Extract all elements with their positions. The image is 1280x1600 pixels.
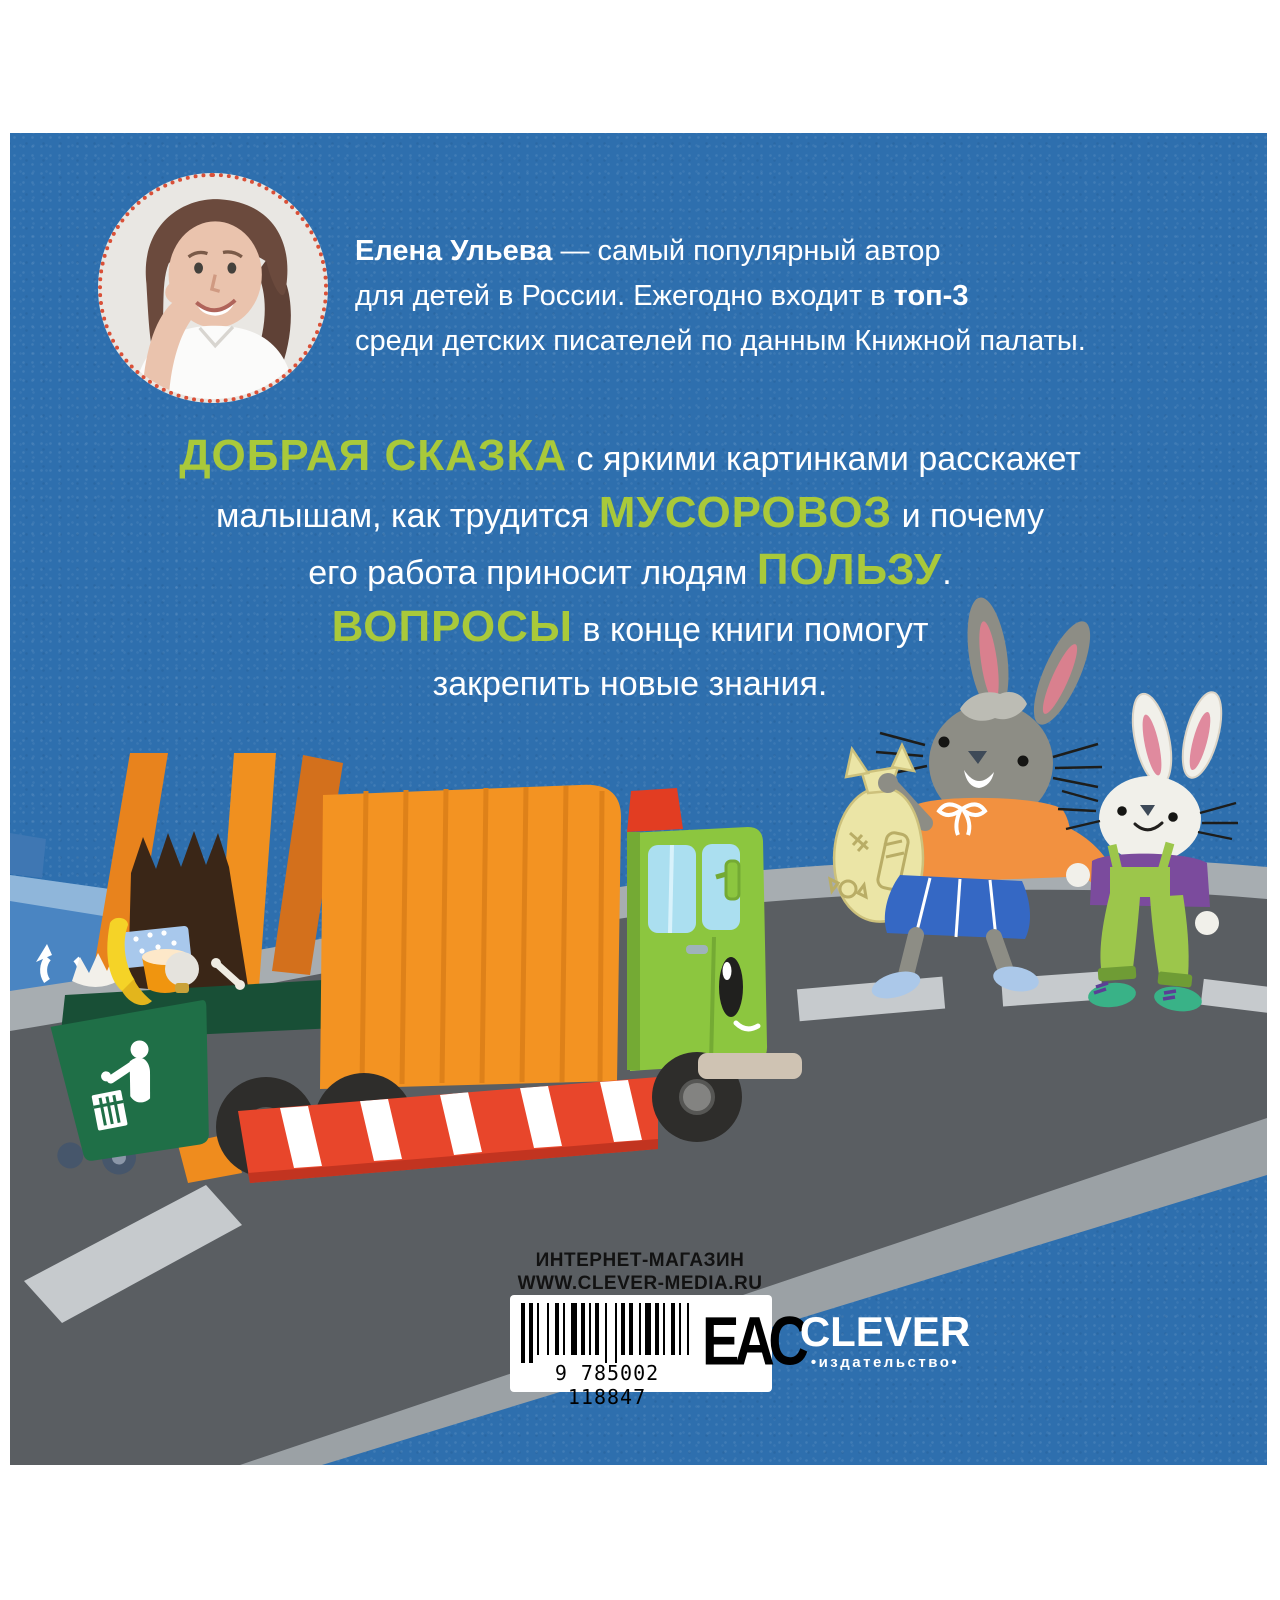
blue-skirt bbox=[885, 875, 1030, 939]
author-description bbox=[355, 229, 1195, 364]
author-portrait bbox=[102, 177, 324, 399]
isbn-number: 9 785002 118847 bbox=[554, 1361, 660, 1409]
publisher-logo bbox=[790, 1308, 980, 1371]
truck-body bbox=[320, 785, 621, 1089]
author-photo bbox=[98, 173, 328, 403]
blurb-line-4: ВОПРОСЫ в конце книги помогут bbox=[331, 602, 929, 651]
author-name: Елена Ульева bbox=[355, 235, 553, 267]
blurb-line-3: его работа приносит людям ПОЛЬЗУ. bbox=[308, 545, 952, 594]
blurb-line-2: малышам, как трудится МУСОРОВОЗ и почему bbox=[216, 488, 1044, 537]
publisher-subtitle: •издательство• bbox=[810, 1354, 960, 1371]
barcode-panel bbox=[510, 1295, 804, 1409]
author-line-3: среди детских писателей по данным Книжной палаты. bbox=[355, 325, 1086, 357]
author-line-2: для детей в России. Ежегодно входит в топ-3 bbox=[355, 280, 969, 312]
truck-cab bbox=[627, 788, 767, 1071]
blurb-line-1: ДОБРАЯ СКАЗКА с яркими картинками расскажет bbox=[179, 431, 1081, 480]
shop-url: WWW.CLEVER-MEDIA.RU bbox=[517, 1273, 763, 1294]
eac-mark-icon: ЕАС bbox=[702, 1302, 804, 1380]
garbage-truck bbox=[41, 753, 802, 1183]
publisher-name: CLEVER bbox=[799, 1308, 971, 1355]
truck-bumper bbox=[698, 1053, 802, 1079]
barcode bbox=[520, 1303, 696, 1363]
shop-label: ИНТЕРНЕТ-МАГАЗИН bbox=[535, 1250, 745, 1271]
author-line-1: Елена Ульева — самый популярный автор bbox=[355, 235, 941, 267]
online-shop-info bbox=[460, 1249, 820, 1295]
blurb-line-5: закрепить новые знания. bbox=[432, 665, 828, 703]
book-blurb bbox=[30, 429, 1230, 711]
cover-background bbox=[10, 133, 1267, 1465]
